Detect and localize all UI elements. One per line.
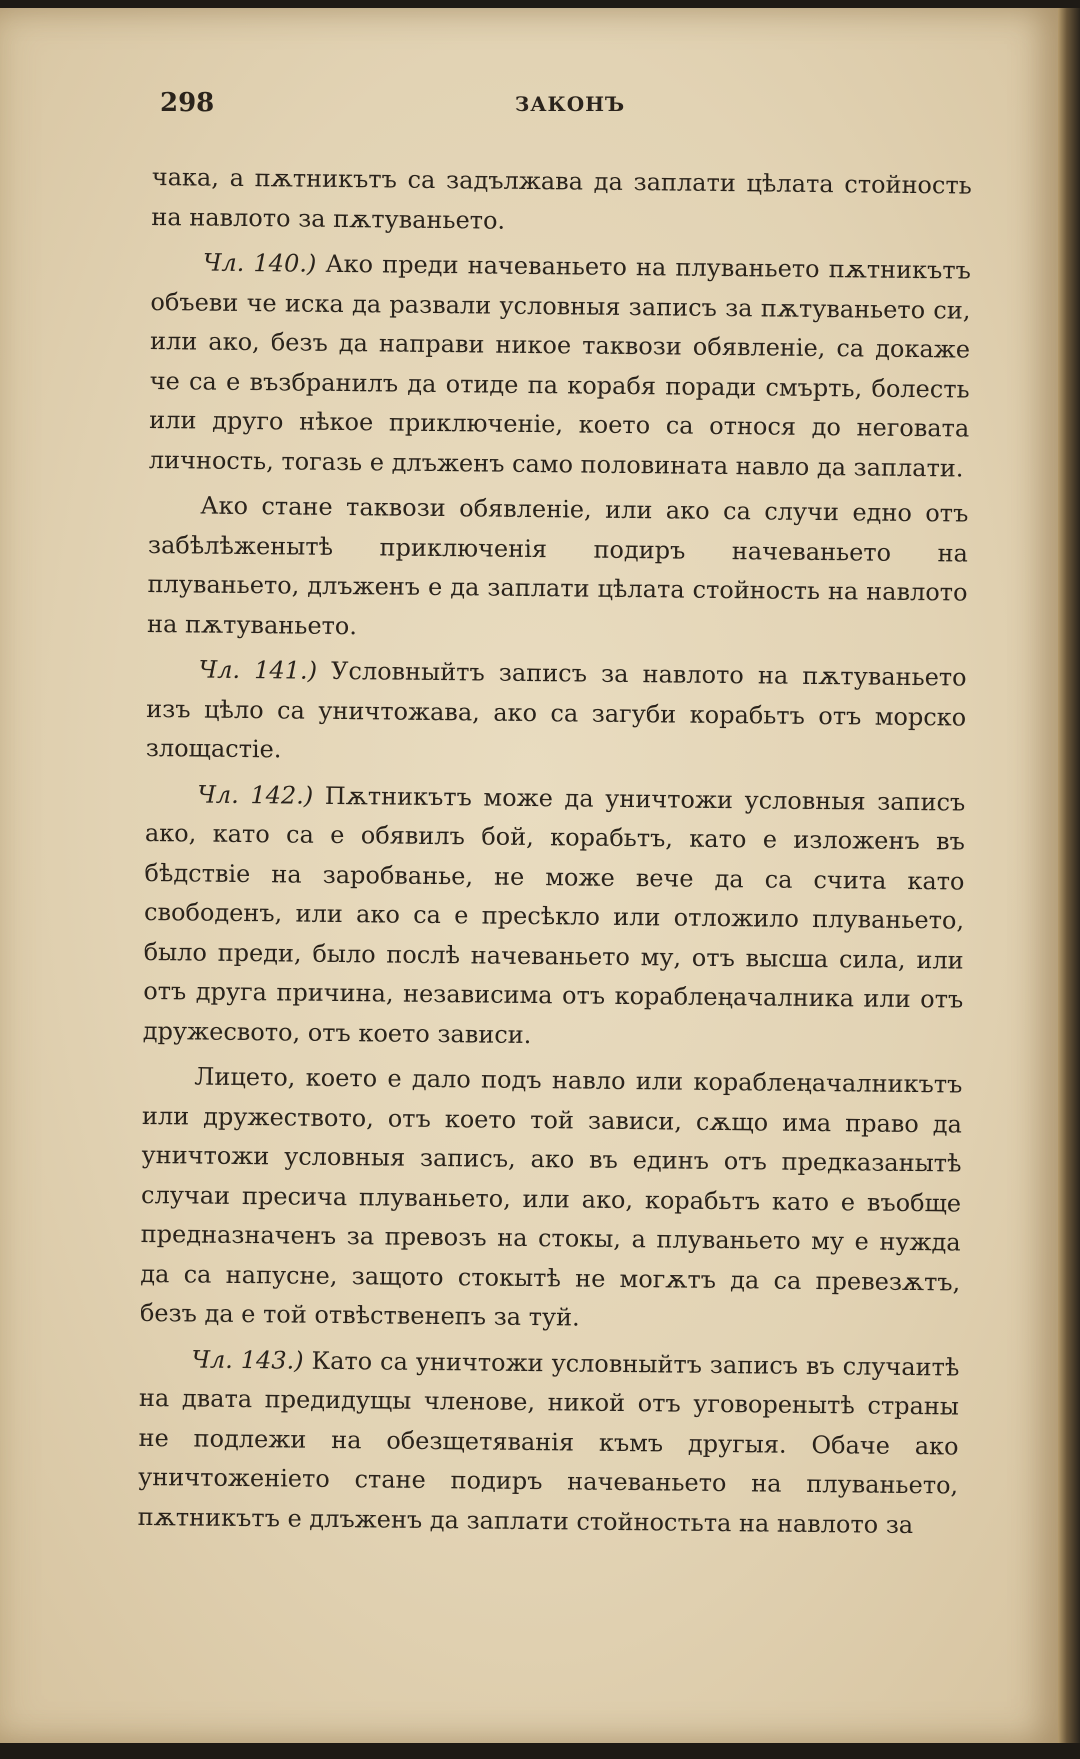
paragraph [149, 243, 971, 489]
page-header [160, 88, 980, 128]
page-number: 298 [160, 88, 215, 118]
paragraph [140, 1057, 963, 1342]
article-number: Чл. 143.) [191, 1344, 304, 1375]
paragraph-text: Условныйтъ записъ за навлото на пѫтуваньето изъ цѣло са уничтожава, ако са загуби корабьтъ отъ морско злощастіе. [145, 656, 967, 764]
paragraph-text: Като са уничтожи условныйтъ записъ въ случаитѣ на двата предидущы членове, никой отъ уговоренытѣ страны не подлежи на обезщетяванія къмъ другыя. Обаче ако уничтоженіето стане подиръ начеваньето на плуваньето, пѫтникътъ е длъженъ да заплати стойностьта на навлото за [137, 1346, 960, 1539]
paragraph [146, 650, 967, 777]
running-title: ЗАКОНЪ [514, 92, 626, 116]
article-number: Чл. 141.) [198, 655, 318, 685]
article-number: Чл. 140.) [202, 248, 317, 278]
paragraph [143, 774, 966, 1059]
paragraph [147, 486, 969, 653]
body-text [137, 158, 971, 1552]
paragraph-text: чака, а пѫтникътъ са задължава да заплати цѣлата стойность на навлото за пѫтуваньето. [151, 162, 972, 235]
paragraph-text: Ако преди начеваньето на плуваньето пѫтникътъ объеви че иска да развали условныя записъ за пѫтуваньето си, или ако, безъ да направи никое таквози обявленіе, са докаже че са е възбранилъ да отиде па корабя поради смърть, болесть или друго нѣкое приключеніе, което са относя до неговата личность, тогазь е длъженъ само половината навло да заплати. [148, 249, 972, 483]
paragraph-text: Ако стане таквози обявленіе, или ако са случи едно отъ забѣлѣженытѣ приключенія подиръ начеваньето на плуваньето, длъженъ е да заплати цѣлата стойность на навлото на пѫтуваньето. [146, 491, 969, 640]
page-edge [1058, 8, 1080, 1743]
paragraph [138, 1339, 960, 1545]
paragraph-text: Лицето, което е дало подъ навло или кораблеңачалникътъ или дружеството, отъ което той зависи, сѫщо има право да уничтожи условныя записъ, ако въ единъ отъ предказанытѣ случаи пресича плуваньето, или ако, корабьтъ като е въобще предназначенъ за превозъ на стокы, а плуваньето му е нужда да са напусне, защото стокытѣ не могѫтъ да са превезѫтъ, безъ да е той отвѣственепъ за туй. [139, 1062, 963, 1332]
paragraph-text: Пѫтникътъ може да уничтожи условныя записъ ако, като са е обявилъ бой, корабьтъ, като е изложенъ въ бѣдствіе на заробваньe, не може вече да са счита като свободенъ, или ако са е пресѣкло или отложило плуваньето, было преди, было послѣ начеваньето му, отъ высша сила, или отъ друга причина, независима отъ кораблеңачалника или отъ дружесвото, отъ което зависи. [142, 781, 966, 1049]
paragraph [151, 158, 972, 246]
article-number: Чл. 142.) [197, 780, 314, 810]
